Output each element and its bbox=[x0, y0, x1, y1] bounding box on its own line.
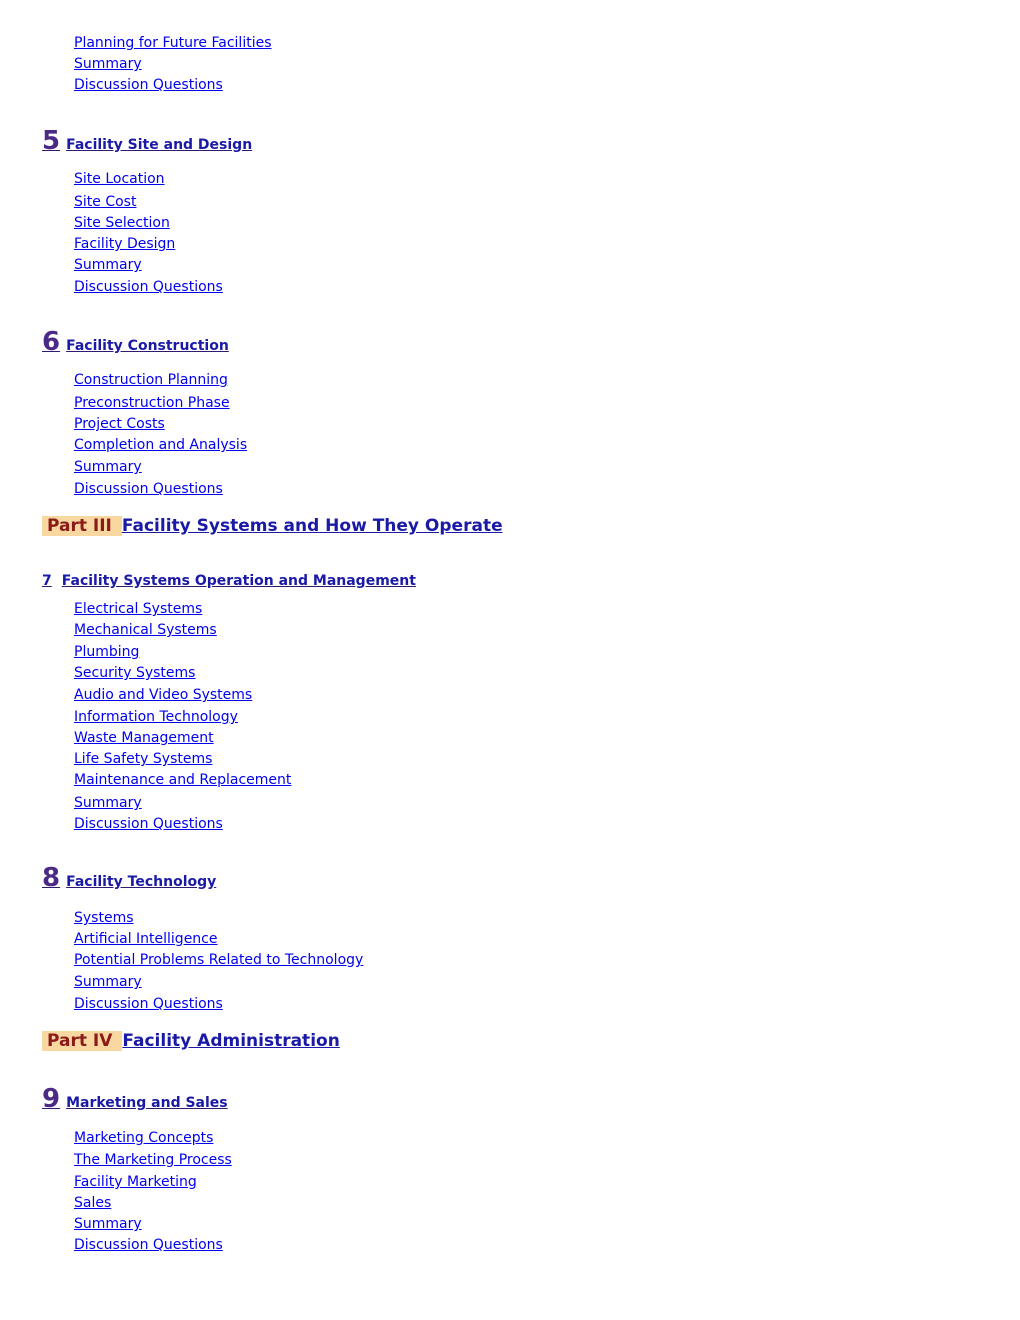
chapter-number: 8 bbox=[42, 863, 61, 893]
toc-link-summary[interactable]: Summary bbox=[74, 974, 142, 990]
toc-link-maintenance-replacement[interactable]: Maintenance and Replacement bbox=[74, 772, 292, 788]
toc-link-sales[interactable]: Sales bbox=[74, 1195, 112, 1211]
toc-link-summary[interactable]: Summary bbox=[74, 459, 142, 475]
toc-link-mechanical-systems[interactable]: Mechanical Systems bbox=[74, 622, 217, 638]
toc-link-discussion-questions[interactable]: Discussion Questions bbox=[74, 279, 223, 295]
toc-link-plumbing[interactable]: Plumbing bbox=[74, 644, 140, 660]
toc-link-site-location[interactable]: Site Location bbox=[74, 171, 165, 187]
toc-link-summary[interactable]: Summary bbox=[74, 1216, 142, 1232]
part-title: Facility Systems and How They Operate bbox=[121, 516, 503, 536]
part-label: Part IV bbox=[42, 1031, 122, 1051]
toc-link-facility-marketing[interactable]: Facility Marketing bbox=[74, 1174, 197, 1190]
toc-link-waste-management[interactable]: Waste Management bbox=[74, 730, 214, 746]
chapter-title: Facility Site and Design bbox=[66, 137, 253, 153]
chapter-number: 7 bbox=[42, 573, 52, 589]
toc-link-discussion-questions[interactable]: Discussion Questions bbox=[74, 1237, 223, 1253]
chapter-9-heading[interactable] bbox=[42, 1084, 228, 1114]
toc-link-discussion-questions[interactable]: Discussion Questions bbox=[74, 77, 223, 93]
toc-link-marketing-concepts[interactable]: Marketing Concepts bbox=[74, 1130, 214, 1146]
toc-link-project-costs[interactable]: Project Costs bbox=[74, 416, 165, 432]
part-title: Facility Administration bbox=[122, 1031, 340, 1051]
toc-link-audio-video-systems[interactable]: Audio and Video Systems bbox=[74, 687, 253, 703]
toc-link-life-safety-systems[interactable]: Life Safety Systems bbox=[74, 751, 213, 767]
toc-link-information-technology[interactable]: Information Technology bbox=[74, 709, 238, 725]
toc-link-completion-analysis[interactable]: Completion and Analysis bbox=[74, 437, 248, 453]
chapter-number: 9 bbox=[42, 1084, 61, 1114]
chapter-5-heading[interactable] bbox=[42, 126, 252, 156]
toc-link-systems[interactable]: Systems bbox=[74, 910, 134, 926]
toc-link-artificial-intelligence[interactable]: Artificial Intelligence bbox=[74, 931, 218, 947]
chapter-7-heading[interactable] bbox=[42, 570, 416, 589]
toc-link-construction-planning[interactable]: Construction Planning bbox=[74, 372, 228, 388]
chapter-title: Marketing and Sales bbox=[66, 1095, 228, 1111]
toc-link-planning-future-facilities[interactable]: Planning for Future Facilities bbox=[74, 35, 272, 51]
chapter-number: 6 bbox=[42, 327, 61, 357]
toc-link-electrical-systems[interactable]: Electrical Systems bbox=[74, 601, 203, 617]
toc-link-discussion-questions[interactable]: Discussion Questions bbox=[74, 816, 223, 832]
toc-link-summary[interactable]: Summary bbox=[74, 56, 142, 72]
chapter-8-heading[interactable] bbox=[42, 863, 216, 893]
toc-link-preconstruction-phase[interactable]: Preconstruction Phase bbox=[74, 395, 230, 411]
toc-link-site-cost[interactable]: Site Cost bbox=[74, 194, 137, 210]
chapter-number: 5 bbox=[42, 126, 61, 156]
part-label: Part III bbox=[42, 516, 122, 536]
toc-link-discussion-questions[interactable]: Discussion Questions bbox=[74, 996, 223, 1012]
chapter-6-heading[interactable] bbox=[42, 327, 229, 357]
chapter-title: Facility Systems Operation and Management bbox=[61, 573, 416, 589]
toc-link-marketing-process[interactable]: The Marketing Process bbox=[74, 1152, 232, 1168]
part-3-heading[interactable] bbox=[42, 516, 503, 536]
toc-link-summary[interactable]: Summary bbox=[74, 795, 142, 811]
toc-link-potential-problems-technology[interactable]: Potential Problems Related to Technology bbox=[74, 952, 364, 968]
toc-link-facility-design[interactable]: Facility Design bbox=[74, 236, 176, 252]
chapter-title: Facility Construction bbox=[66, 338, 229, 354]
toc-link-security-systems[interactable]: Security Systems bbox=[74, 665, 196, 681]
chapter-title: Facility Technology bbox=[66, 874, 217, 890]
toc-link-site-selection[interactable]: Site Selection bbox=[74, 215, 170, 231]
toc-link-discussion-questions[interactable]: Discussion Questions bbox=[74, 481, 223, 497]
part-4-heading[interactable] bbox=[42, 1031, 340, 1051]
toc-link-summary[interactable]: Summary bbox=[74, 257, 142, 273]
